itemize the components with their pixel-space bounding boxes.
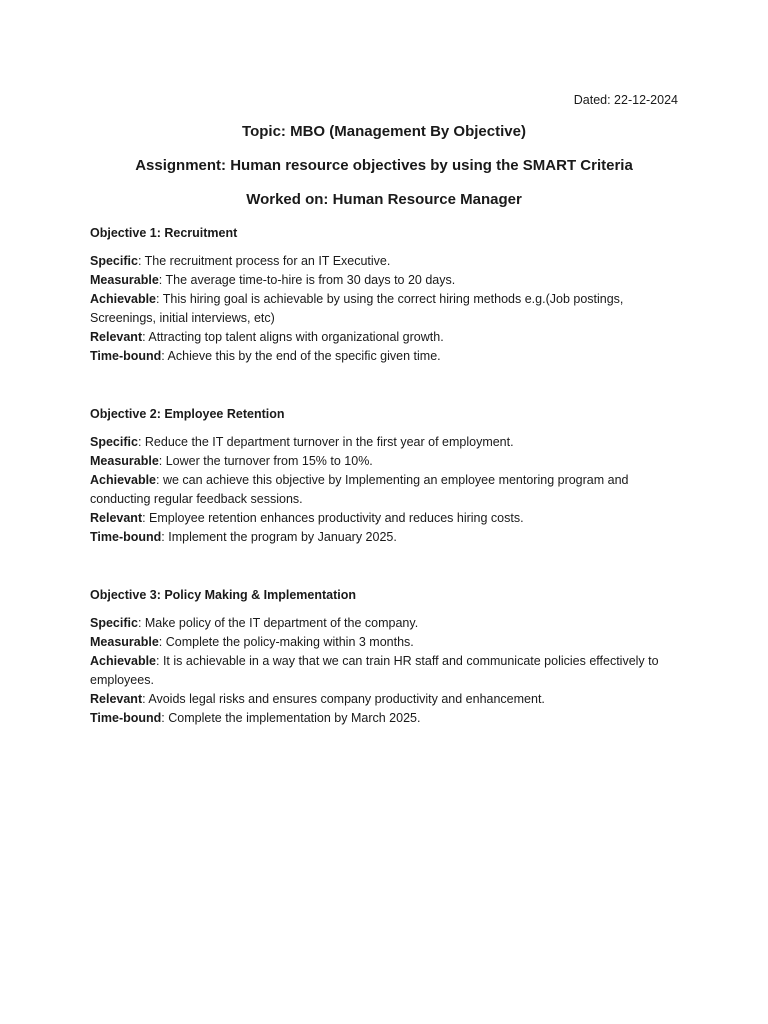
smart-line-time-bound: [90, 709, 690, 728]
smart-text: : This hiring goal is achievable by using the correct hiring methods e.g.(Job postings, Screenings, initial interviews, etc): [90, 292, 624, 325]
worked-on-heading: Worked on: Human Resource Manager: [246, 191, 522, 208]
smart-label: Time-bound: [90, 711, 162, 725]
smart-label: Achievable: [90, 473, 157, 487]
smart-label: Specific: [90, 254, 138, 268]
smart-text: : It is achievable in a way that we can train HR staff and communicate policies effectively to employees.: [90, 654, 659, 687]
smart-label: Measurable: [90, 273, 159, 287]
smart-label: Measurable: [90, 454, 159, 468]
objective-title: Objective 1: Recruitment: [90, 226, 238, 240]
smart-label: Achievable: [90, 654, 157, 668]
smart-text: : The average time-to-hire is from 30 days to 20 days.: [158, 273, 456, 287]
smart-line-specific: [90, 252, 690, 271]
smart-text: : Lower the turnover from 15% to 10%.: [158, 454, 373, 468]
smart-line-achievable: [90, 471, 690, 509]
smart-text: : Reduce the IT department turnover in the first year of employment.: [137, 435, 514, 449]
smart-label: Time-bound: [90, 530, 162, 544]
smart-line-measurable: [90, 271, 690, 290]
objective-section-2: [90, 405, 690, 547]
smart-line-achievable: [90, 290, 690, 328]
objective-title: Objective 3: Policy Making & Implementation: [90, 588, 357, 602]
smart-text: : we can achieve this objective by Implementing an employee mentoring program and conducting regular feedback sessions.: [90, 473, 629, 506]
smart-text: : Avoids legal risks and ensures company productivity and enhancement.: [142, 692, 545, 706]
smart-line-specific: [90, 614, 690, 633]
smart-label: Measurable: [90, 635, 159, 649]
smart-text: : Employee retention enhances productivity and reduces hiring costs.: [142, 511, 524, 525]
smart-line-measurable: [90, 633, 690, 652]
smart-label: Relevant: [90, 511, 143, 525]
smart-line-relevant: [90, 509, 690, 528]
smart-text: : Complete the policy-making within 3 months.: [158, 635, 414, 649]
smart-text: : Attracting top talent aligns with organizational growth.: [142, 330, 444, 344]
smart-label: Relevant: [90, 692, 143, 706]
smart-line-relevant: [90, 690, 690, 709]
smart-line-time-bound: [90, 528, 690, 547]
smart-line-achievable: [90, 652, 690, 690]
smart-label: Time-bound: [90, 349, 162, 363]
smart-text: : Achieve this by the end of the specific given time.: [161, 349, 441, 363]
smart-label: Relevant: [90, 330, 143, 344]
smart-text: : Complete the implementation by March 2025.: [161, 711, 421, 725]
smart-line-specific: [90, 433, 690, 452]
objective-section-3: [90, 586, 690, 728]
topic-heading: Topic: MBO (Management By Objective): [242, 123, 526, 140]
smart-label: Specific: [90, 616, 138, 630]
smart-label: Achievable: [90, 292, 157, 306]
smart-line-measurable: [90, 452, 690, 471]
smart-text: : Make policy of the IT department of the company.: [137, 616, 419, 630]
objective-section-1: [90, 224, 690, 366]
smart-line-time-bound: [90, 347, 690, 366]
date-line: Dated: 22-12-2024: [573, 93, 678, 107]
smart-text: : Implement the program by January 2025.: [161, 530, 397, 544]
smart-line-relevant: [90, 328, 690, 347]
assignment-heading: Assignment: Human resource objectives by using the SMART Criteria: [135, 157, 633, 174]
smart-label: Specific: [90, 435, 138, 449]
smart-text: : The recruitment process for an IT Executive.: [137, 254, 391, 268]
objective-title: Objective 2: Employee Retention: [90, 407, 285, 421]
